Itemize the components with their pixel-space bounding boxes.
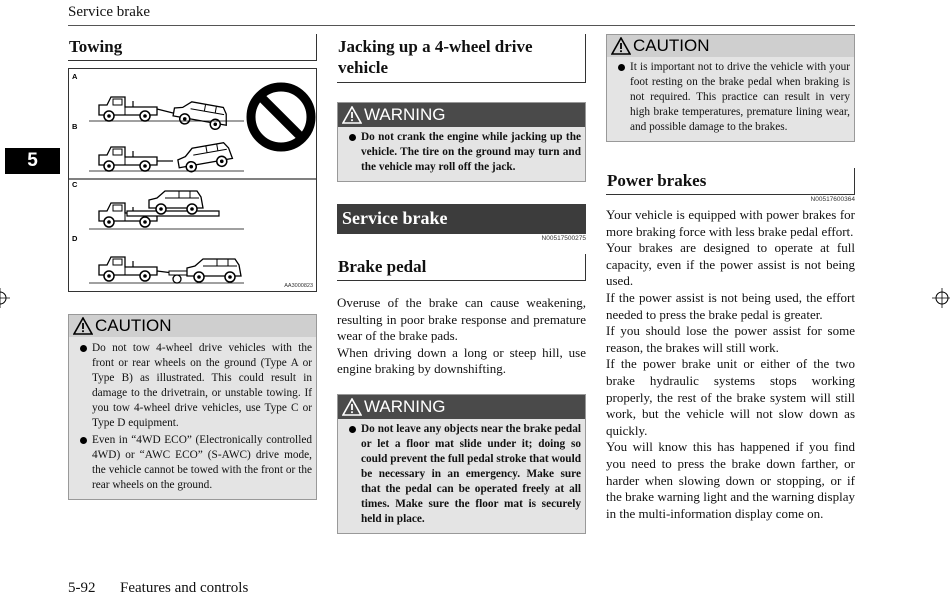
- prohibited-icon: [251, 87, 311, 147]
- caution-item-2: Even in “4WD ECO” (Electronically controlled 4WD) or “AWC ECO” (S-AWC) drive mode, the vehicle cannot be towed with the front or the rear wheels on the ground.: [79, 433, 312, 493]
- power-brakes-text: [606, 207, 855, 522]
- registration-mark-icon: [932, 288, 950, 308]
- power-brakes-code: N00517600364: [810, 196, 855, 203]
- warning-triangle-icon: [342, 106, 362, 124]
- figure-label-b: B: [72, 122, 78, 131]
- column-power-brakes: [606, 34, 855, 522]
- figure-label-a: A: [72, 72, 78, 81]
- power-brakes-para-5: If the power brake unit or either of the two brake hydraulic systems stops working properly, the rest of the brake system will still work, but the vehicle will not slow down as quickly.: [606, 356, 855, 438]
- brake-caution-box: [606, 34, 855, 142]
- towing-figure: [68, 68, 317, 292]
- chapter-tab: 5: [5, 148, 60, 174]
- power-brakes-para-1: Your vehicle is equipped with power brakes for more braking force with less brake pedal effort.: [606, 207, 855, 239]
- caution-body: [607, 57, 854, 141]
- brake-pedal-para-1: Overuse of the brake can cause weakening, resulting in poor brake response and premature wear of the brake pads.: [337, 295, 586, 344]
- towing-title: Towing: [68, 34, 317, 61]
- service-brake-code: N00517500275: [541, 235, 586, 242]
- brake-pedal-para-2: When driving down a long or steep hill, use engine braking by downshifting.: [337, 344, 586, 377]
- power-brakes-para-4: If you should lose the power assist for some reason, the brakes will still work.: [606, 323, 855, 355]
- power-brakes-para-2: Your brakes are designed to operate at full capacity, even if the power assist is not being used.: [606, 240, 855, 289]
- towing-caution-box: [68, 314, 317, 500]
- warning-heading: WARNING: [364, 396, 446, 416]
- power-brakes-para-6: You will know this has happened if you find you need to press the brake down farther, or harder when slowing down or stopping, or if the brake warning light and the warning display in the multi-information display come on.: [606, 439, 855, 521]
- caution-item: It is important not to drive the vehicle with your foot resting on the brake pedal when braking is not required. This practice can result in very high brake temperatures, premature lining wear, and possible damage to the brakes.: [617, 60, 850, 135]
- column-jacking: [337, 34, 586, 534]
- figure-label-d: D: [72, 234, 78, 243]
- warning-body: [338, 127, 585, 181]
- service-brake-title: Service brake: [337, 204, 586, 234]
- brake-pedal-warning-box: [337, 394, 586, 534]
- jacking-warning-box: [337, 102, 586, 182]
- warning-header: [338, 395, 585, 419]
- page-number: 5-92: [68, 580, 96, 596]
- power-brakes-title: Power brakes: [606, 168, 855, 195]
- warning-triangle-icon: [342, 398, 362, 416]
- tow-type-d-drawing: [89, 257, 244, 283]
- brake-pedal-title: Brake pedal: [337, 254, 586, 281]
- warning-triangle-icon: [73, 317, 93, 335]
- tow-type-c-drawing: [89, 191, 244, 229]
- caution-item-1: Do not tow 4-wheel drive vehicles with the front or rear wheels on the ground (Type A or Type B) as illustrated. This could result in damage to the drivetrain, or unstable towing. If you tow 4-wheel drive vehicles, use Type C or Type D equipment.: [79, 341, 312, 431]
- warning-item: Do not leave any objects near the brake pedal or let a floor mat slide under it; doing so could prevent the full pedal stroke that would be necessary in an emergency. Make sure that the pedal can be operated freely at all times. Make sure the floor mat is securely held in place.: [348, 422, 581, 527]
- caution-header: [607, 35, 854, 57]
- figure-label-c: C: [72, 180, 78, 189]
- brake-pedal-text: [337, 295, 586, 378]
- caution-heading: CAUTION: [633, 36, 710, 55]
- warning-body: [338, 419, 585, 533]
- header-rule: [68, 25, 855, 26]
- power-brakes-para-3: If the power assist is not being used, the effort needed to press the brake pedal is greater.: [606, 289, 855, 322]
- caution-body: [69, 337, 316, 499]
- registration-mark-icon: [0, 288, 10, 308]
- warning-heading: WARNING: [364, 105, 446, 124]
- warning-item: Do not crank the engine while jacking up the vehicle. The tire on the ground may turn and the vehicle may roll off the jack.: [348, 130, 581, 175]
- warning-triangle-icon: [611, 37, 631, 55]
- column-towing: [68, 34, 317, 500]
- running-head: Service brake: [68, 4, 151, 20]
- towing-illustration: [69, 69, 316, 291]
- caution-header: [69, 315, 316, 337]
- footer-section-name: Features and controls: [120, 580, 249, 596]
- jacking-title: Jacking up a 4-wheel drive vehicle: [337, 34, 586, 83]
- tow-type-a-drawing: [89, 97, 244, 131]
- warning-header: [338, 103, 585, 127]
- tow-type-b-drawing: [89, 142, 244, 174]
- caution-heading: CAUTION: [95, 316, 172, 335]
- figure-code: AA3000823: [284, 283, 313, 289]
